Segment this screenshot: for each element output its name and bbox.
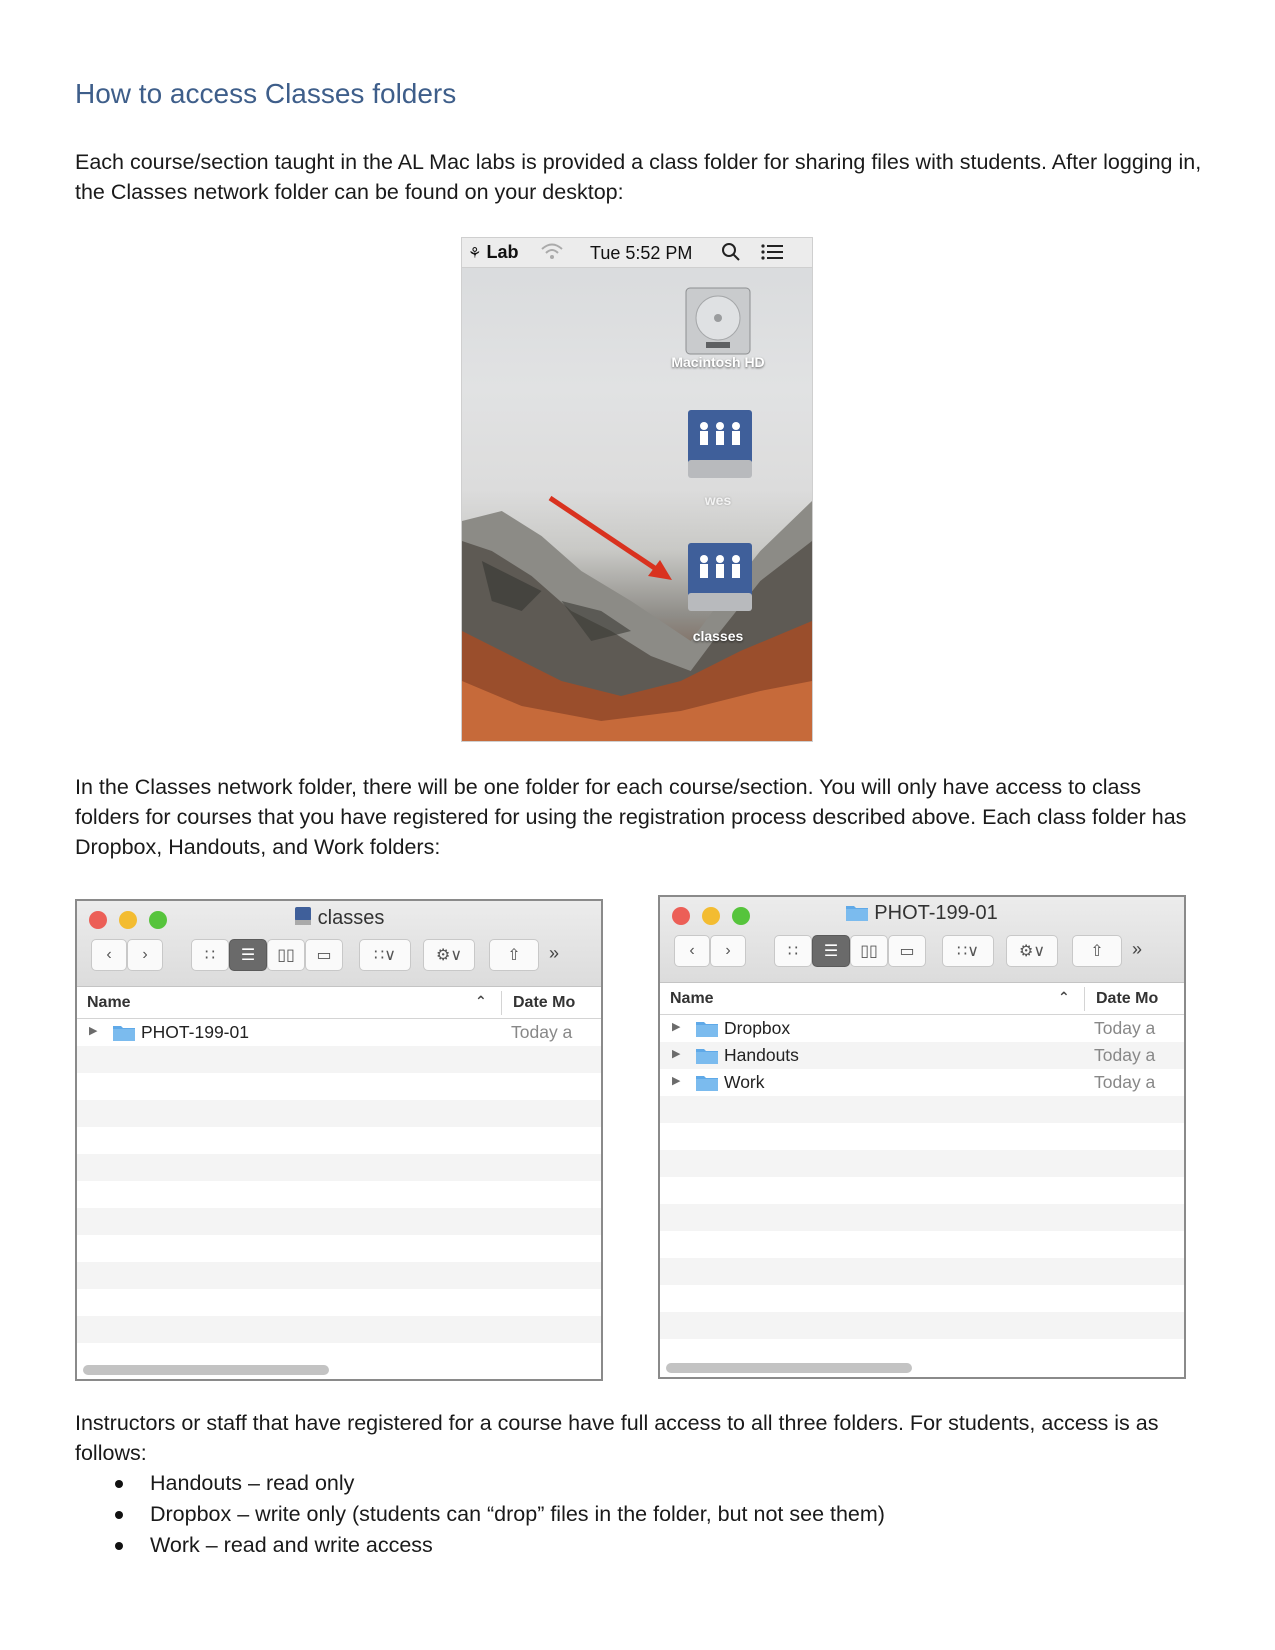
chevron-right-icon: ›	[725, 942, 731, 959]
item-date: Today a	[511, 1022, 573, 1042]
outro-paragraph: Instructors or staff that have registered for a course have full access to all three folders. For students, access is as follows:	[75, 1411, 1159, 1465]
empty-row	[660, 1258, 1184, 1285]
bullet-icon	[115, 1480, 123, 1488]
arrange-button[interactable]	[359, 939, 411, 971]
list-icon: ☰	[823, 943, 839, 960]
column-header	[660, 983, 1184, 1015]
name-column-header[interactable]: Name	[670, 990, 714, 1007]
chevron-left-icon: ‹	[689, 942, 695, 959]
item-name: PHOT-199-01	[141, 1022, 249, 1042]
forward-button[interactable]	[127, 939, 163, 971]
column-divider[interactable]	[1084, 987, 1085, 1011]
empty-row	[77, 1100, 601, 1127]
window-title	[660, 902, 1184, 927]
arrange-button[interactable]	[942, 935, 994, 967]
file-list	[660, 1015, 1184, 1339]
share-icon: ⇧	[1090, 943, 1104, 960]
window-title-text: PHOT-199-01	[874, 902, 998, 924]
gallery-view-button[interactable]	[888, 935, 926, 967]
empty-row	[660, 1231, 1184, 1258]
gallery-view-button[interactable]	[305, 939, 343, 971]
action-button[interactable]	[423, 939, 475, 971]
finder-window-phot-199-01	[658, 895, 1186, 1379]
disclosure-triangle-icon[interactable]: ▶	[672, 1075, 681, 1087]
finder-toolbar	[660, 897, 1184, 983]
arrange-icon: ∷∨	[374, 947, 396, 964]
lab-logo-icon: ⚘	[468, 245, 482, 262]
folder-icon	[113, 1024, 135, 1046]
bullet-icon	[115, 1511, 123, 1519]
menu-clock[interactable]: Tue 5:52 PM	[590, 243, 693, 263]
share-button[interactable]	[1072, 935, 1122, 967]
empty-row	[77, 1262, 601, 1289]
share-button[interactable]	[489, 939, 539, 971]
empty-row	[660, 1312, 1184, 1339]
arrange-icon: ∷∨	[957, 943, 979, 960]
empty-row	[77, 1181, 601, 1208]
classes-label: classes	[692, 628, 744, 644]
list-icon: ☰	[240, 947, 256, 964]
icon-view-button[interactable]	[191, 939, 229, 971]
overflow-chevron-icon[interactable]: »	[549, 943, 560, 963]
list-item[interactable]	[77, 1019, 601, 1046]
access-list	[75, 1468, 885, 1561]
columns-icon: ▯▯	[860, 943, 878, 960]
name-column-header[interactable]: Name	[87, 994, 131, 1011]
bullet-text: Handouts – read only	[150, 1471, 355, 1495]
server-icon	[294, 906, 312, 932]
empty-row	[660, 1150, 1184, 1177]
bullet-icon	[115, 1542, 123, 1550]
list-item[interactable]	[660, 1015, 1184, 1042]
gallery-icon: ▭	[899, 943, 915, 960]
desktop-screenshot	[461, 237, 813, 742]
column-divider[interactable]	[501, 991, 502, 1015]
empty-row	[660, 1096, 1184, 1123]
middle-paragraph: In the Classes network folder, there will be one folder for each course/section. You will only have access to class folders for courses that you have registered for using the registration process described above. Each class folder has Dropbox, Handouts, and Work folders:	[75, 775, 1187, 859]
sort-caret-icon[interactable]: ⌃	[1058, 989, 1070, 1005]
chevron-left-icon: ‹	[106, 946, 112, 963]
action-button[interactable]	[1006, 935, 1058, 967]
column-view-button[interactable]	[850, 935, 888, 967]
file-list	[77, 1019, 601, 1343]
empty-row	[77, 1046, 601, 1073]
list-item[interactable]	[660, 1042, 1184, 1069]
grid-icon: ∷	[204, 947, 216, 964]
window-title	[77, 906, 601, 932]
empty-row	[660, 1177, 1184, 1204]
empty-row	[77, 1073, 601, 1100]
column-header	[77, 987, 601, 1019]
item-name: Work	[724, 1072, 765, 1092]
empty-row	[77, 1235, 601, 1262]
date-column-header[interactable]: Date Mo	[1096, 990, 1159, 1007]
share-icon: ⇧	[507, 947, 521, 964]
lab-label: Lab	[486, 242, 519, 262]
back-button[interactable]	[91, 939, 127, 971]
finder-toolbar	[77, 901, 601, 987]
finder-window-classes	[75, 899, 603, 1381]
horizontal-scrollbar[interactable]	[666, 1363, 912, 1373]
disclosure-triangle-icon[interactable]: ▶	[89, 1025, 98, 1037]
list-item	[75, 1468, 885, 1499]
wes-label: wes	[704, 492, 732, 508]
columns-icon: ▯▯	[277, 947, 295, 964]
item-date: Today a	[1094, 1045, 1156, 1065]
forward-button[interactable]	[710, 935, 746, 967]
empty-row	[77, 1154, 601, 1181]
icon-view-button[interactable]	[774, 935, 812, 967]
date-column-header[interactable]: Date Mo	[513, 994, 576, 1011]
column-view-button[interactable]	[267, 939, 305, 971]
window-title-text: classes	[317, 907, 385, 929]
sort-caret-icon[interactable]: ⌃	[475, 993, 487, 1009]
gallery-icon: ▭	[316, 947, 332, 964]
folder-icon	[846, 904, 868, 927]
empty-row	[660, 1204, 1184, 1231]
list-item	[75, 1499, 885, 1530]
list-item	[75, 1530, 885, 1561]
gear-icon: ⚙∨	[435, 947, 463, 964]
red-arrow-icon	[462, 238, 813, 742]
disclosure-triangle-icon[interactable]: ▶	[672, 1048, 681, 1060]
bullet-text: Dropbox – write only (students can “drop” files in the folder, but not see them)	[150, 1502, 885, 1526]
empty-row	[77, 1289, 601, 1316]
overflow-chevron-icon[interactable]: »	[1132, 939, 1143, 959]
empty-row	[77, 1127, 601, 1154]
empty-row	[77, 1316, 601, 1343]
folder-icon	[696, 1020, 718, 1042]
intro-paragraph: Each course/section taught in the AL Mac labs is provided a class folder for sharing files with students. After logging in, the Classes network folder can be found on your desktop:	[75, 150, 1202, 204]
folder-icon	[696, 1074, 718, 1096]
gear-icon: ⚙∨	[1018, 943, 1046, 960]
list-view-button[interactable]	[229, 939, 267, 971]
empty-row	[660, 1123, 1184, 1150]
grid-icon: ∷	[787, 943, 799, 960]
hard-drive-label: Macintosh HD	[671, 354, 765, 370]
folder-icon	[696, 1047, 718, 1069]
back-button[interactable]	[674, 935, 710, 967]
list-item[interactable]	[660, 1069, 1184, 1096]
bullet-text: Work – read and write access	[150, 1533, 433, 1557]
horizontal-scrollbar[interactable]	[83, 1365, 329, 1375]
item-date: Today a	[1094, 1018, 1156, 1038]
empty-row	[660, 1285, 1184, 1312]
list-view-button[interactable]	[812, 935, 850, 967]
empty-row	[77, 1208, 601, 1235]
item-date: Today a	[1094, 1072, 1156, 1092]
item-name: Dropbox	[724, 1018, 791, 1038]
item-name: Handouts	[724, 1045, 799, 1065]
chevron-right-icon: ›	[142, 946, 148, 963]
disclosure-triangle-icon[interactable]: ▶	[672, 1021, 681, 1033]
page-heading: How to access Classes folders	[75, 78, 457, 109]
